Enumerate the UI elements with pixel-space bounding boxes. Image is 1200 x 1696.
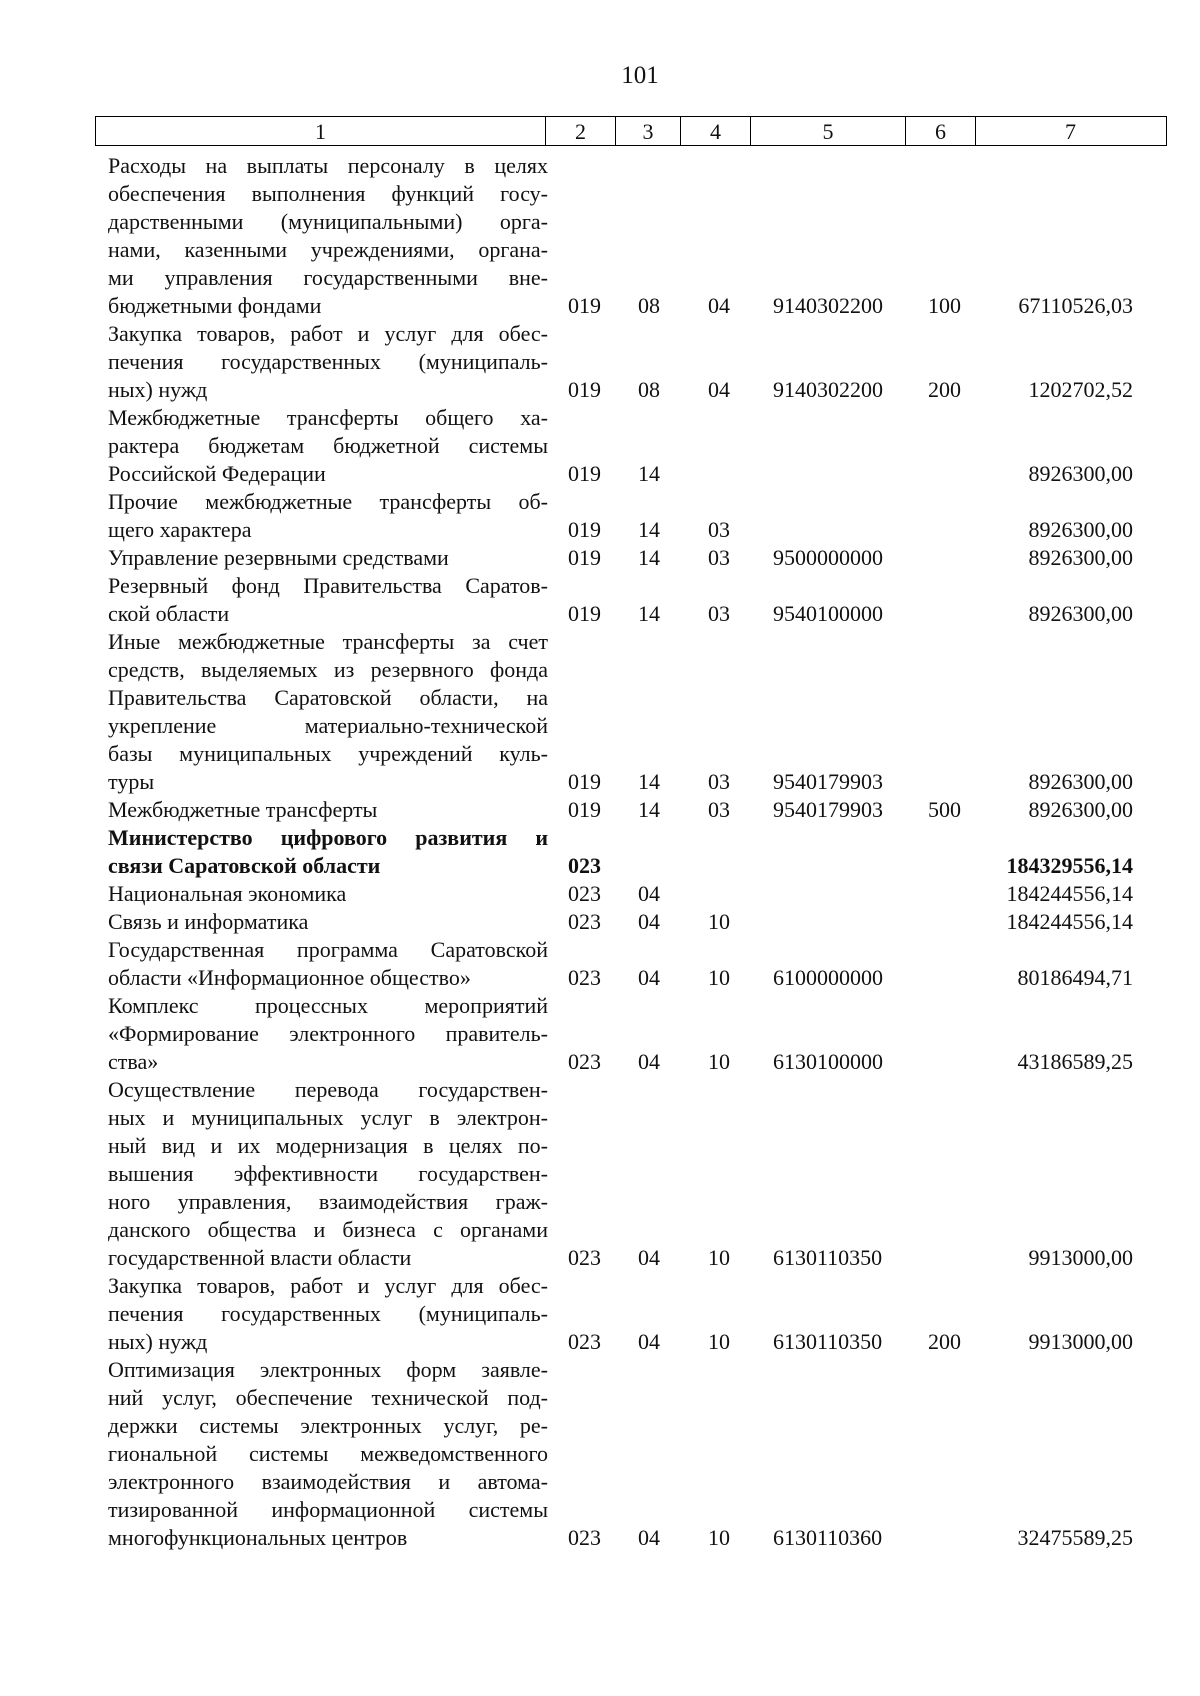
amount: 8926300,00 xyxy=(1028,517,1133,542)
ministry-code: 023 xyxy=(568,909,601,934)
header-col-6: 6 xyxy=(906,117,976,145)
header-col-4: 4 xyxy=(681,117,751,145)
ministry-code: 019 xyxy=(568,517,601,542)
section-code: 14 xyxy=(638,797,660,822)
description-line: Связь и информатика xyxy=(108,909,309,934)
section-code: 04 xyxy=(638,881,660,906)
description-line: Прочие межбюджетные трансферты об- xyxy=(108,489,548,514)
target-article-code: 9540100000 xyxy=(773,601,883,626)
amount: 8926300,00 xyxy=(1028,769,1133,794)
description-line: ных и муниципальных услуг в электрон- xyxy=(108,1105,548,1130)
amount: 1202702,52 xyxy=(1028,377,1133,402)
table-row xyxy=(0,404,1200,488)
section-code: 04 xyxy=(638,965,660,990)
table-row xyxy=(0,936,1200,992)
description-line: электронного взаимодействия и автома- xyxy=(108,1469,548,1494)
description-line: базы муниципальных учреждений куль- xyxy=(108,741,548,766)
description-line: печения государственных (муниципаль- xyxy=(108,1301,548,1326)
description-line: Национальная экономика xyxy=(108,881,347,906)
section-code: 14 xyxy=(638,461,660,486)
target-article-code: 9540179903 xyxy=(773,769,883,794)
ministry-code: 023 xyxy=(568,1329,601,1354)
description-line: Российской Федерации xyxy=(108,461,326,486)
subsection-code: 04 xyxy=(708,377,730,402)
table-row xyxy=(0,544,1200,572)
section-code: 04 xyxy=(638,909,660,934)
amount: 184329556,14 xyxy=(1006,853,1133,878)
section-code: 14 xyxy=(638,601,660,626)
row-description xyxy=(108,544,548,572)
row-description xyxy=(108,796,548,824)
header-col-3: 3 xyxy=(616,117,681,145)
target-article-code: 9500000000 xyxy=(773,545,883,570)
expense-type-code: 500 xyxy=(928,797,961,822)
header-col-5: 5 xyxy=(751,117,906,145)
amount: 43186589,25 xyxy=(1017,1049,1133,1074)
amount: 80186494,71 xyxy=(1017,965,1133,990)
description-line: дарственными (муниципальными) орга- xyxy=(108,209,548,234)
amount: 184244556,14 xyxy=(1006,909,1133,934)
table-row xyxy=(0,908,1200,936)
subsection-code: 03 xyxy=(708,517,730,542)
description-line: связи Саратовской области xyxy=(108,853,381,878)
description-line: Резервный фонд Правительства Саратов- xyxy=(108,573,548,598)
subsection-code: 10 xyxy=(708,1245,730,1270)
description-line: Оптимизация электронных форм заявле- xyxy=(108,1357,548,1382)
target-article-code: 6130100000 xyxy=(773,1049,883,1074)
expense-type-code: 200 xyxy=(928,1329,961,1354)
amount: 8926300,00 xyxy=(1028,461,1133,486)
row-description xyxy=(108,1272,548,1356)
description-line: Управление резервными средствами xyxy=(108,545,449,570)
description-line: ных) нужд xyxy=(108,1329,208,1354)
row-description xyxy=(108,320,548,404)
expense-type-code: 200 xyxy=(928,377,961,402)
description-line: щего характера xyxy=(108,517,252,542)
target-article-code: 9140302200 xyxy=(773,293,883,318)
row-description xyxy=(108,908,548,936)
section-code: 04 xyxy=(638,1049,660,1074)
table-body xyxy=(0,152,1200,1552)
expense-type-code: 100 xyxy=(928,293,961,318)
section-code: 04 xyxy=(638,1525,660,1550)
description-line: Министерство цифрового развития и xyxy=(108,825,548,850)
target-article-code: 6100000000 xyxy=(773,965,883,990)
description-line: Осуществление перевода государствен- xyxy=(108,1077,548,1102)
amount: 32475589,25 xyxy=(1017,1525,1133,1550)
ministry-code: 019 xyxy=(568,797,601,822)
row-description xyxy=(108,1076,548,1272)
table-row xyxy=(0,824,1200,880)
section-code: 14 xyxy=(638,769,660,794)
description-line: Правительства Саратовской области, на xyxy=(108,685,548,710)
section-code: 04 xyxy=(638,1245,660,1270)
table-row xyxy=(0,488,1200,544)
row-description xyxy=(108,992,548,1076)
table-header xyxy=(95,116,1167,146)
description-line: ми управления государственными вне- xyxy=(108,265,548,290)
table-row xyxy=(0,320,1200,404)
row-description xyxy=(108,404,548,488)
amount: 9913000,00 xyxy=(1028,1329,1133,1354)
subsection-code: 10 xyxy=(708,1525,730,1550)
ministry-code: 023 xyxy=(568,853,601,878)
description-line: ных) нужд xyxy=(108,377,208,402)
description-line: ного управления, взаимодействия граж- xyxy=(108,1189,548,1214)
table-row xyxy=(0,796,1200,824)
description-line: ства» xyxy=(108,1049,159,1074)
description-line: туры xyxy=(108,769,155,794)
amount: 184244556,14 xyxy=(1006,881,1133,906)
amount: 8926300,00 xyxy=(1028,797,1133,822)
row-description xyxy=(108,152,548,320)
description-line: Межбюджетные трансферты xyxy=(108,797,378,822)
ministry-code: 019 xyxy=(568,293,601,318)
row-description xyxy=(108,628,548,796)
amount: 8926300,00 xyxy=(1028,545,1133,570)
row-description xyxy=(108,880,548,908)
target-article-code: 6130110360 xyxy=(773,1525,883,1550)
ministry-code: 019 xyxy=(568,601,601,626)
description-line: «Формирование электронного правитель- xyxy=(108,1021,548,1046)
row-description xyxy=(108,572,548,628)
header-col-7: 7 xyxy=(1065,119,1076,144)
ministry-code: 019 xyxy=(568,545,601,570)
ministry-code: 019 xyxy=(568,377,601,402)
section-code: 14 xyxy=(638,545,660,570)
ministry-code: 019 xyxy=(568,769,601,794)
header-col-1: 1 xyxy=(96,117,546,145)
description-line: тизированной информационной системы xyxy=(108,1497,548,1522)
description-line: вышения эффективности государствен- xyxy=(108,1161,548,1186)
ministry-code: 023 xyxy=(568,1049,601,1074)
table-row xyxy=(0,628,1200,796)
header-col-2: 2 xyxy=(546,117,616,145)
description-line: ской области xyxy=(108,601,230,626)
row-description xyxy=(108,936,548,992)
table-row xyxy=(0,572,1200,628)
subsection-code: 04 xyxy=(708,293,730,318)
row-description xyxy=(108,488,548,544)
target-article-code: 9140302200 xyxy=(773,377,883,402)
description-line: держки системы электронных услуг, ре- xyxy=(108,1413,548,1438)
description-line: укрепление материально-технической xyxy=(108,713,548,738)
section-code: 08 xyxy=(638,293,660,318)
description-line: Государственная программа Саратовской xyxy=(108,937,548,962)
subsection-code: 03 xyxy=(708,769,730,794)
section-code: 14 xyxy=(638,517,660,542)
amount: 9913000,00 xyxy=(1028,1245,1133,1270)
description-line: Иные межбюджетные трансферты за счет xyxy=(108,629,548,654)
table-row xyxy=(0,1272,1200,1356)
target-article-code: 6130110350 xyxy=(773,1329,883,1354)
description-line: государственной власти области xyxy=(108,1245,412,1270)
description-line: обеспечения выполнения функций госу- xyxy=(108,181,548,206)
amount: 67110526,03 xyxy=(1018,293,1133,318)
description-line: печения государственных (муниципаль- xyxy=(108,349,548,374)
row-description xyxy=(108,824,548,880)
subsection-code: 10 xyxy=(708,1329,730,1354)
table-row xyxy=(0,1076,1200,1272)
description-line: нами, казенными учреждениями, органа- xyxy=(108,237,548,262)
ministry-code: 023 xyxy=(568,1245,601,1270)
subsection-code: 10 xyxy=(708,965,730,990)
subsection-code: 03 xyxy=(708,601,730,626)
description-line: области «Информационное общество» xyxy=(108,965,471,990)
description-line: ний услуг, обеспечение технической под- xyxy=(108,1385,548,1410)
description-line: ный вид и их модернизация в целях по- xyxy=(108,1133,548,1158)
description-line: Закупка товаров, работ и услуг для обес- xyxy=(108,321,548,346)
description-line: рактера бюджетам бюджетной системы xyxy=(108,433,548,458)
section-code: 08 xyxy=(638,377,660,402)
table-row xyxy=(0,1356,1200,1552)
section-code: 04 xyxy=(638,1329,660,1354)
description-line: бюджетными фондами xyxy=(108,293,322,318)
description-line: средств, выделяемых из резервного фонда xyxy=(108,657,548,682)
target-article-code: 9540179903 xyxy=(773,797,883,822)
table-row xyxy=(0,152,1200,320)
table-row xyxy=(0,992,1200,1076)
page-number: 101 xyxy=(621,62,659,89)
description-line: Межбюджетные трансферты общего ха- xyxy=(108,405,548,430)
target-article-code: 6130110350 xyxy=(773,1245,883,1270)
description-line: Расходы на выплаты персоналу в целях xyxy=(108,153,548,178)
ministry-code: 023 xyxy=(568,1525,601,1550)
description-line: гиональной системы межведомственного xyxy=(108,1441,548,1466)
subsection-code: 10 xyxy=(708,1049,730,1074)
amount: 8926300,00 xyxy=(1028,601,1133,626)
description-line: многофункциональных центров xyxy=(108,1525,408,1550)
subsection-code: 03 xyxy=(708,797,730,822)
table-row xyxy=(0,880,1200,908)
ministry-code: 019 xyxy=(568,461,601,486)
ministry-code: 023 xyxy=(568,965,601,990)
subsection-code: 03 xyxy=(708,545,730,570)
description-line: данского общества и бизнеса с органами xyxy=(108,1217,548,1242)
row-description xyxy=(108,1356,548,1552)
description-line: Комплекс процессных мероприятий xyxy=(108,993,548,1018)
subsection-code: 10 xyxy=(708,909,730,934)
ministry-code: 023 xyxy=(568,881,601,906)
description-line: Закупка товаров, работ и услуг для обес- xyxy=(108,1273,548,1298)
